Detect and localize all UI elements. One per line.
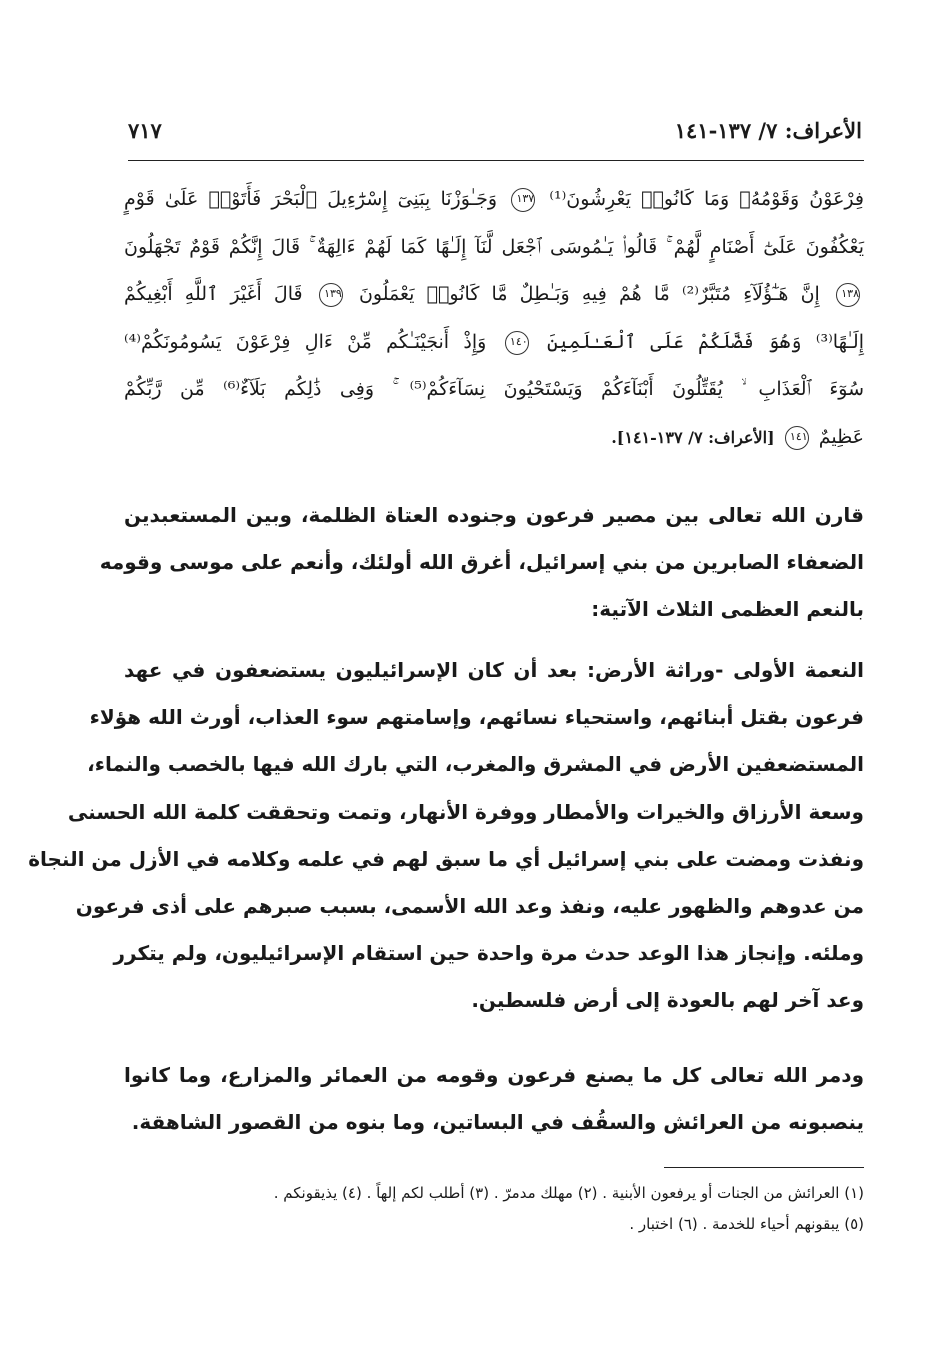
footnotes-block xyxy=(124,1178,864,1240)
ayah-number-mark: ١٤١ xyxy=(785,426,809,450)
paragraph-line: ونفذت ومضت على بني إسرائيل أي ما سبق لهم في علمه وكلامه في الأزل من النجاة xyxy=(28,846,864,871)
paragraph-line: من عدوهم والظهور عليه، ونفذ وعد الله الأسمى، بسبب صبرهم على أذى فرعون xyxy=(75,893,864,918)
footnote-divider xyxy=(664,1167,864,1168)
quran-verses-block xyxy=(124,176,864,461)
ayah-number-mark: ١٤٠ xyxy=(505,331,529,355)
verse-line xyxy=(124,176,864,224)
verse-line xyxy=(124,319,864,367)
verse-text: فِرْعَوْنُ وَقَوْمُهُۥ وَمَا كَانُوا۟ يَعْرِشُونَ⁽¹⁾ xyxy=(549,188,864,210)
verse-line xyxy=(124,224,864,272)
sura-reference: [الأعراف: ٧/ ١٣٧-١٤١]. xyxy=(611,427,775,447)
verse-line xyxy=(124,414,864,462)
paragraph-line: المستضعفين الأرض في المشرق والمغرب، التي بارك الله فيها بالخصب والنماء، xyxy=(87,752,864,777)
paragraph-line: الضعفاء الصابرين من بني إسرائيل، أغرق الله أولئك، وأنعم على موسى وقومه xyxy=(99,550,864,575)
page-header xyxy=(128,118,862,158)
paragraph-line: وملئه. وإنجاز هذا الوعد حدث مرة واحدة حين استقام الإسرائيليون، ولم يتكرر xyxy=(113,941,864,966)
verse-line xyxy=(124,271,864,319)
paragraph-line: بالنعم العظمى الثلاث الآتية: xyxy=(591,597,864,622)
footnote-line: (١) العرائش من الجنات أو يرفعون الأبنية . (٢) مهلك مدمرّ . (٣) أطلب لكم إلهاً . (٤) يذيقونكم . xyxy=(273,1184,864,1202)
verse-line xyxy=(124,366,864,414)
paragraph-1 xyxy=(99,492,864,634)
paragraph-2 xyxy=(28,647,864,1025)
verse-text: إِنَّ هَـٰٓؤُلَآءِ مُتَبَّرٌ⁽²⁾ مَّا هُمْ فِيهِ وَبَـٰطِلٌ مَّا كَانُوا۟ يَعْمَلُونَ xyxy=(358,283,820,305)
paragraph-line: قارن الله تعالى بين مصير فرعون وجنوده العتاة الظلمة، وبين المستعبدين xyxy=(124,503,864,527)
verse-text: عَظِيمٌ xyxy=(818,425,864,448)
ayah-number-mark: ١٣٨ xyxy=(836,283,860,307)
verse-text: إِلَـٰهًا⁽³⁾ وَهُوَ فَضَّلَكُمْ عَلَى ٱلْعَـٰلَمِينَ xyxy=(546,330,864,353)
page-number: ٧١٧ xyxy=(128,118,162,143)
verse-text: يَعْكُفُونَ عَلَىٰٓ أَصْنَامٍ لَّهُمْ ۚ قَالُوا۟ يَـٰمُوسَى ٱجْعَل لَّنَآ إِلَـٰهًا كَمَا لَهُمْ ءَالِهَةٌ ۚ قَالَ إِنَّكُمْ قَوْمٌ تَجْهَلُونَ xyxy=(124,235,864,258)
paragraph-line: وعد آخر لهم بالعودة إلى أرض فلسطين. xyxy=(471,988,864,1013)
paragraph-3 xyxy=(124,1052,864,1146)
paragraph-line: النعمة الأولى -وراثة الأرض: بعد أن كان الإسرائيليون يستضعفون في عهد xyxy=(124,658,864,682)
ayah-number-mark: ١٣٧ xyxy=(511,188,535,212)
paragraph-line: وسعة الأرزاق والخيرات والأمطار ووفرة الأنهار، وتمت وتحققت كلمة الله الحسنى xyxy=(67,799,864,824)
verse-text: وَجَـٰوَزْنَا بِبَنِىٓ إِسْرَٰٓءِيلَ ٱلْبَحْرَ فَأَتَوْا۟ عَلَىٰ قَوْمٍ xyxy=(124,188,497,210)
paragraph-line: ينصبونه من العرائش والسقُف في البساتين، وما بنوه من القصور الشاهقة. xyxy=(131,1110,864,1135)
verse-text: قَالَ أَغَيْرَ ٱللَّهِ أَبْغِيكُمْ xyxy=(124,283,303,305)
paragraph-line: ودمر الله تعالى كل ما يصنع فرعون وقومه من العمائر والمزارع، وما كانوا xyxy=(124,1063,864,1087)
ayah-number-mark: ١٣٩ xyxy=(319,283,343,307)
footnote-line: (٥) يبقونهم أحياء للخدمة . (٦) اختبار . xyxy=(629,1215,864,1233)
header-divider xyxy=(128,160,864,161)
verse-text: وَإِذْ أَنجَيْنَـٰكُم مِّنْ ءَالِ فِرْعَوْنَ يَسُومُونَكُمْ⁽⁴⁾ xyxy=(124,330,487,353)
verse-text: سُوٓءَ ٱلْعَذَابِ ۙ يُقَتِّلُونَ أَبْنَآءَكُمْ وَيَسْتَحْيُونَ نِسَآءَكُمْ⁽⁵⁾ ۚ وَفِى ذَٰلِكُم بَلَآءٌ⁽⁶⁾ مِّن رَّبِّكُمْ xyxy=(124,378,864,400)
running-title: الأعراف: ٧/ ١٣٧-١٤١ xyxy=(674,118,862,143)
paragraph-line: فرعون بقتل أبنائهم، واستحياء نسائهم، وإسامتهم سوء العذاب، أورث الله هؤلاء xyxy=(89,705,864,730)
